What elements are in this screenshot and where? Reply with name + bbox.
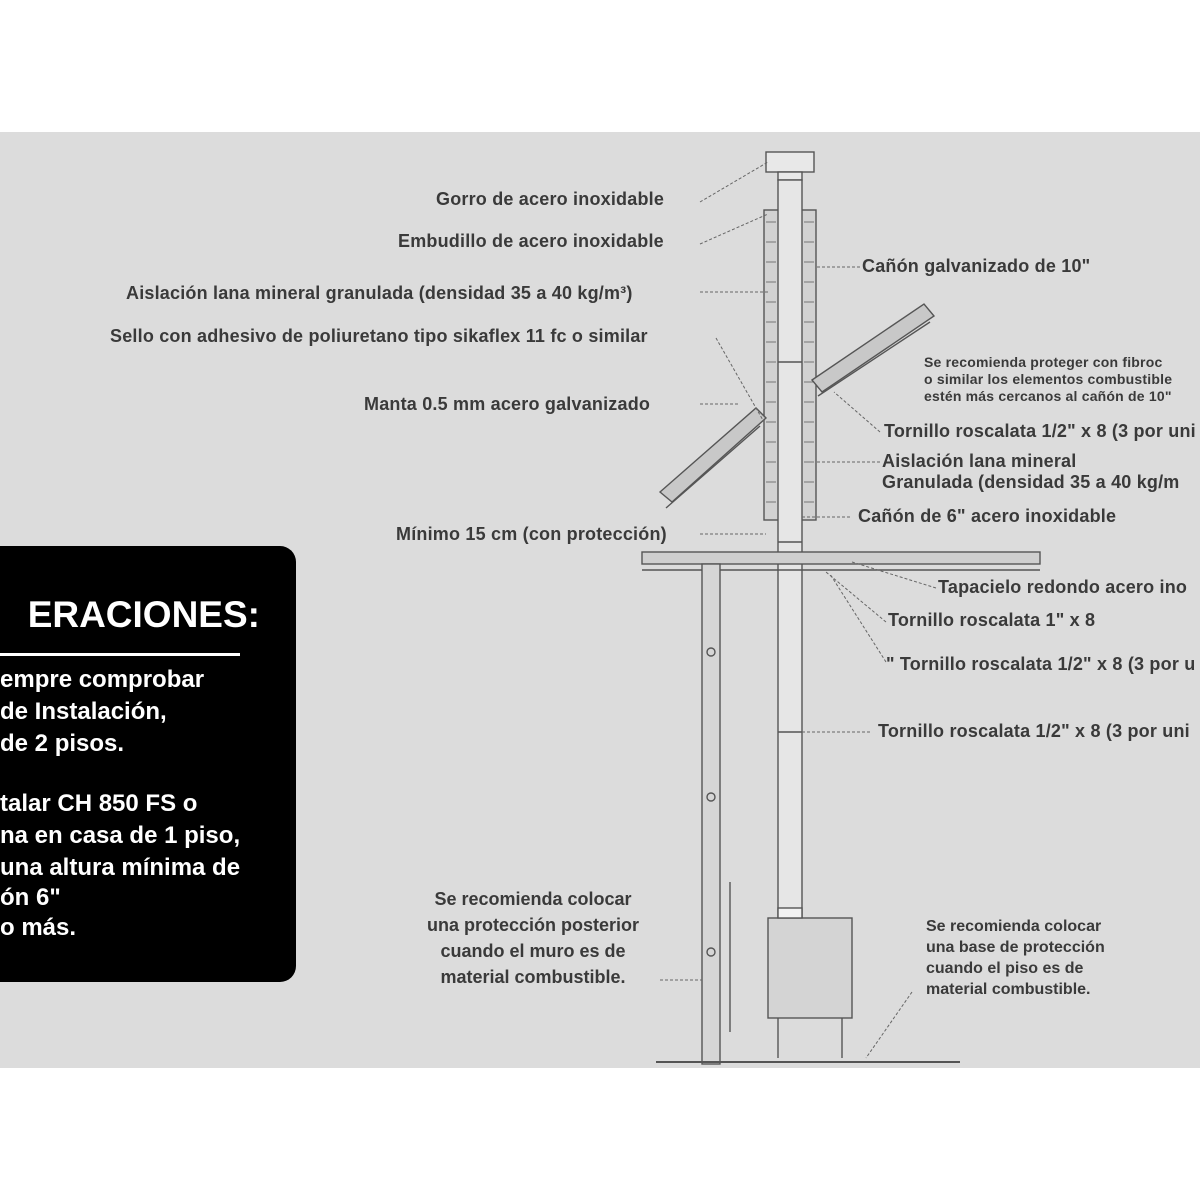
wall bbox=[702, 564, 720, 1064]
label-minimo: Mínimo 15 cm (con protección) bbox=[396, 524, 667, 544]
card-line: na en casa de 1 piso, bbox=[0, 822, 241, 849]
label-embudillo: Embudillo de acero inoxidable bbox=[398, 231, 664, 251]
ceiling-slab bbox=[642, 552, 1040, 564]
note-floor-protection: Se recomienda colocar una base de protección cuando el piso es de material combustible. bbox=[926, 918, 1105, 998]
label-tornillo-top: Tornillo roscalata 1/2" x 8 (3 por uni bbox=[884, 421, 1196, 441]
label-tornillo-1: Tornillo roscalata 1" x 8 bbox=[888, 610, 1096, 630]
note-rear-protection: Se recomienda colocar una protección posterior cuando el muro es de material combustible. bbox=[426, 889, 640, 987]
diagram-panel bbox=[0, 132, 1200, 1068]
card-line: o más. bbox=[0, 914, 77, 941]
label-tornillo-2: " Tornillo roscalata 1/2" x 8 (3 por u bbox=[886, 654, 1196, 674]
label-aislacion-right: Aislación lana mineral Granulada (densidad 35 a 40 kg/m bbox=[882, 451, 1180, 492]
card-line: de Instalación, bbox=[0, 698, 167, 725]
label-tornillo-3: Tornillo roscalata 1/2" x 8 (3 por uni bbox=[878, 721, 1190, 741]
label-tapacielo: Tapacielo redondo acero ino bbox=[938, 577, 1188, 597]
roof-right bbox=[812, 304, 934, 392]
card-line: ón 6" bbox=[0, 884, 61, 911]
card-line: de 2 pisos. bbox=[0, 730, 125, 757]
card-line: talar CH 850 FS o bbox=[0, 790, 198, 817]
label-canon-10: Cañón galvanizado de 10" bbox=[862, 256, 1091, 276]
chimney-cap bbox=[766, 152, 814, 172]
card-divider bbox=[0, 653, 240, 656]
inner-pipe-6in bbox=[778, 180, 802, 918]
considerations-card bbox=[0, 546, 296, 982]
card-title: ERACIONES: bbox=[27, 594, 260, 635]
label-recomienda-fibro: Se recomienda proteger con fibroc o similar los elementos combustible estén más cercanos al cañón de 10" bbox=[924, 354, 1173, 404]
roof-left bbox=[660, 408, 766, 502]
card-line: empre comprobar bbox=[0, 666, 205, 693]
label-gorro: Gorro de acero inoxidable bbox=[436, 189, 665, 209]
stove bbox=[768, 918, 852, 1018]
label-sello: Sello con adhesivo de poliuretano tipo sikaflex 11 fc o similar bbox=[110, 326, 648, 346]
label-aislacion-top: Aislación lana mineral granulada (densidad 35 a 40 kg/m³) bbox=[126, 283, 633, 303]
card-line: una altura mínima de bbox=[0, 854, 241, 881]
label-manta: Manta 0.5 mm acero galvanizado bbox=[364, 394, 651, 414]
label-canon-6: Cañón de 6" acero inoxidable bbox=[858, 506, 1117, 526]
